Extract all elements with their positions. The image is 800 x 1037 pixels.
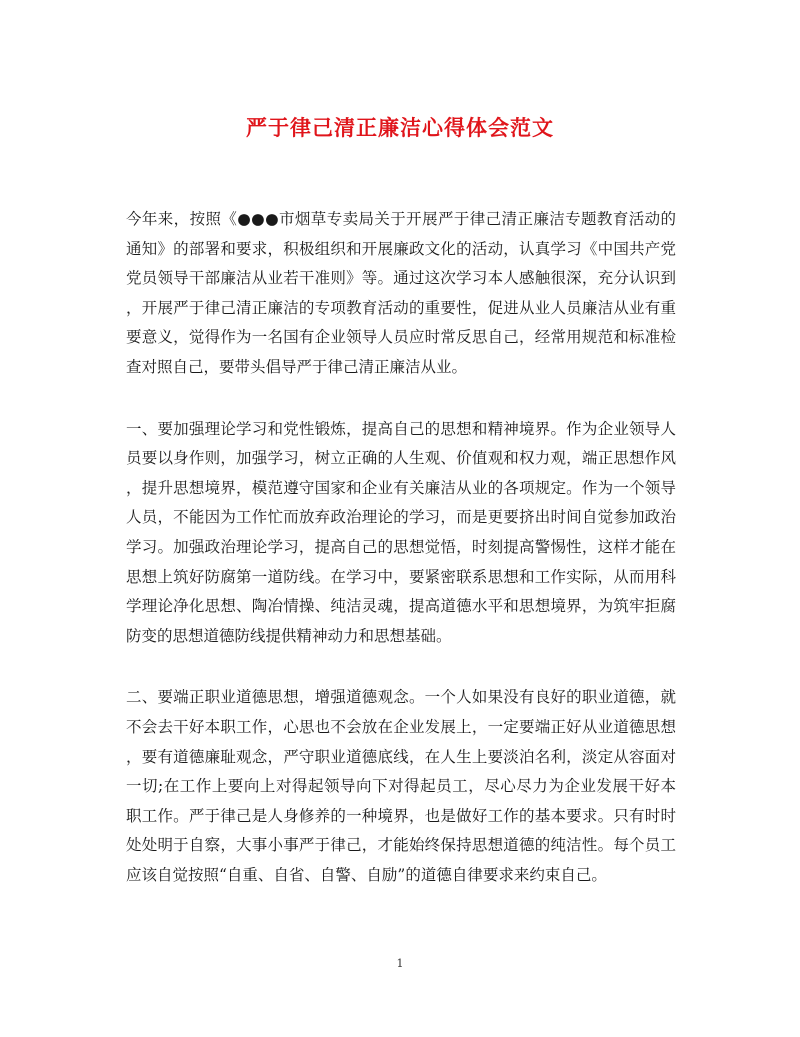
text-line: ，开展严于律己清正廉洁的专项教育活动的重要性，促进从业人员廉洁从业有重 (126, 298, 676, 317)
text-line: 处处明于自察，大事小事严于律己，才能始终保持思想道德的纯洁性。每个员工 (126, 836, 676, 855)
text-line: 今年来，按照《●●●市烟草专卖局关于开展严于律己清正廉洁专题教育活动的 (126, 210, 676, 228)
text-line: 不会去干好本职工作，心思也不会放在企业发展上，一定要端正好从业道德思想 (126, 717, 676, 736)
text-line: 通知》的部署和要求，积极组织和开展廉政文化的活动，认真学习《中国共产党 (126, 239, 676, 258)
text-line: 党员领导干部廉洁从业若干准则》等。通过这次学习本人感触很深，充分认识到 (126, 269, 676, 288)
text-line: 学理论净化思想、陶冶情操、纯洁灵魂，提高道德水平和思想境界，为筑牢拒腐 (126, 597, 676, 616)
text-line: 防变的思想道德防线提供精神动力和思想基础。 (126, 626, 452, 645)
text-line: 思想上筑好防腐第一道防线。在学习中，要紧密联系思想和工作实际，从而用科 (126, 567, 676, 586)
text-line: ，要有道德廉耻观念，严守职业道德底线，在人生上要淡泊名利，淡定从容面对 (126, 747, 676, 766)
text-line: 职工作。严于律己是人身修养的一种境界，也是做好工作的基本要求。只有时时 (126, 806, 676, 825)
page-number: 1 (396, 957, 404, 970)
text-line: 人员，不能因为工作忙而放弃政治理论的学习，而是更要挤出时间自觉参加政治 (126, 508, 676, 527)
text-line: 一、要加强理论学习和党性锻炼，提高自己的思想和精神境界。作为企业领导人 (126, 419, 676, 438)
text-line: 二、要端正职业道德思想，增强道德观念。一个人如果没有良好的职业道德，就 (126, 688, 676, 707)
document-body (126, 205, 676, 922)
text-line: 查对照自己，要带头倡导严于律己清正廉洁从业。 (126, 357, 468, 376)
text-line: ，提升思想境界，模范遵守国家和企业有关廉洁从业的各项规定。作为一个领导 (126, 478, 676, 497)
text-line: 一切;在工作上要向上对得起领导向下对得起员工，尽心尽力为企业发展干好本 (126, 777, 676, 796)
paragraph-section-two (126, 683, 676, 890)
paragraph-intro (126, 205, 676, 383)
text-line: 应该自觉按照“自重、自省、自警、自励”的道德自律要求来约束自己。 (126, 865, 607, 884)
text-line: 学习。加强政治理论学习，提高自己的思想觉悟，时刻提高警惕性，这样才能在 (126, 537, 676, 556)
text-line: 员要以身作则，加强学习，树立正确的人生观、价值观和权力观，端正思想作风 (126, 449, 676, 468)
paragraph-section-one (126, 415, 676, 652)
text-line: 要意义，觉得作为一名国有企业领导人员应时常反思自己，经常用规范和标准检 (126, 328, 676, 347)
document-title: 严于律己清正廉洁心得体会范文 (246, 116, 554, 140)
